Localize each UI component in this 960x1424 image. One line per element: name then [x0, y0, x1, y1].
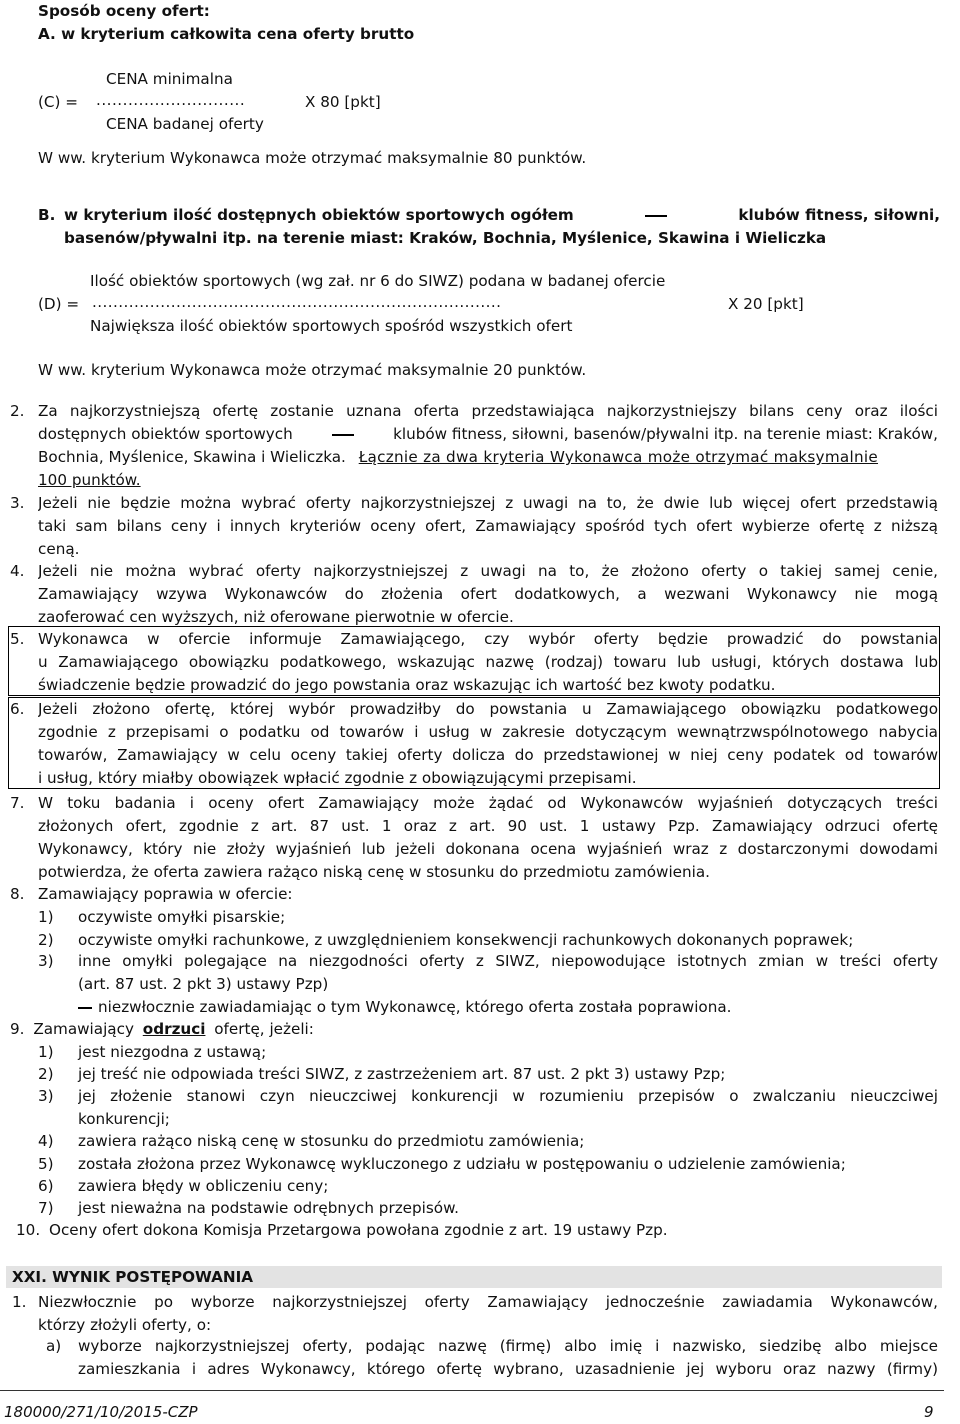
formula-b-multiplier: X 20 [pkt] [728, 295, 804, 313]
formula-b-note: W ww. kryterium Wykonawca może otrzymać maksymalnie 20 punktów. [38, 361, 587, 379]
item-3-line: Jeżeli nie będzie można wybrać oferty najkorzystniejszej z uwagi na to, że dwie lub więcej ofert przedstawią [38, 494, 938, 512]
item-6-line: zgodnie z przepisami o podatku od towarów i usług w zakresie dotyczącym wewnątrzwspólnotowego nabycia [38, 723, 938, 741]
item-9-sub-4-text: zawiera rażąco niską cenę w stosunku do przedmiotu zamówienia; [78, 1132, 585, 1150]
item-9-sub-5-number: 5) [38, 1155, 54, 1173]
item-4-number: 4. [10, 562, 25, 580]
item-9-sub-7-text: jest nieważna na podstawie odrębnych przepisów. [78, 1199, 459, 1217]
item-5-number: 5. [10, 630, 25, 648]
item-8-sub-3-text [78, 950, 938, 996]
item-7-line: W toku badania i oceny ofert Zamawiający może żądać od Wykonawców wyjaśnień dotyczących treści [38, 794, 938, 812]
item-9-emphasis: odrzuci [142, 1020, 206, 1038]
item-10 [16, 1219, 668, 1242]
item-9-sub-1-number: 1) [38, 1043, 54, 1061]
item-9-sub-4-number: 4) [38, 1132, 54, 1150]
item-5-line: Wykonawca w ofercie informuje Zamawiającego, czy wybór oferty będzie prowadzić do powstania [38, 630, 938, 648]
item-9-sub-5-text: została złożona przez Wykonawcę wykluczonego z udziału w postępowaniu o udzielenie zamówienia; [78, 1155, 846, 1173]
xxi-sub-a-text [78, 1335, 938, 1381]
footer-doc-number: 180000/271/10/2015-CZP [4, 1403, 198, 1421]
item-8-sub-1-text [78, 906, 938, 929]
criterion-b-line1-end: klubów fitness, siłowni, [738, 206, 940, 224]
item-5-line: świadczenie będzie prowadzić do jego powstania oraz wskazując ich wartość bez kwoty podatku. [38, 676, 776, 694]
criterion-a-title: A. w kryterium całkowita cena oferty brutto [38, 25, 415, 43]
item-9-sub-6-number: 6) [38, 1177, 54, 1195]
item-7-number: 7. [10, 794, 25, 812]
item-10-number: 10. [16, 1221, 41, 1239]
item-9-sub-3-line: konkurencji; [78, 1110, 170, 1128]
item-9-sub-2-text: jej treść nie odpowiada treści SIWZ, z zastrzeżeniem art. 87 ust. 2 pkt 3) ustawy Pzp; [78, 1065, 726, 1083]
item-6-number: 6. [10, 700, 25, 718]
footer-rule [0, 1390, 944, 1391]
item-5-line: u Zamawiającego obowiązku podatkowego, wskazując nazwę (rodzaj) towaru lub usługi, których dostawa lub [38, 653, 938, 671]
item-8-number: 8. [10, 885, 25, 903]
item-8-sub-1-number: 1) [38, 908, 54, 926]
item-9-line [10, 1018, 314, 1041]
criterion-b-prefix: B. [38, 206, 56, 224]
item-2-line [38, 423, 938, 446]
item-2-line: Za najkorzystniejszą ofertę zostanie uznana oferta przedstawiająca najkorzystniejszy bilans ceny oraz ilości [38, 402, 938, 420]
item-8-sub-2-text [78, 929, 938, 952]
item-9-sub-6-text: zawiera błędy w obliczeniu ceny; [78, 1177, 329, 1195]
item-8-sub-2-line: oczywiste omyłki rachunkowe, z uwzględnieniem konsekwencji rachunkowych dokonanych poprawek; [78, 931, 854, 949]
item-10-text: Oceny ofert dokona Komisja Przetargowa powołana zgodnie z art. 19 ustawy Pzp. [48, 1221, 668, 1239]
xxi-item-1-number: 1. [12, 1293, 27, 1311]
item-6-line: i usług, który miałby obowiązek wpłacić zgodnie z obowiązującymi przepisami. [38, 769, 637, 787]
item-2-line-part: klubów fitness, siłowni, basenów/pływalni itp. na terenie miast: Kraków, [393, 425, 938, 443]
item-8-sub-1-line: oczywiste omyłki pisarskie; [78, 908, 286, 926]
item-3-line: ceną. [38, 540, 80, 558]
formula-a-note: W ww. kryterium Wykonawca może otrzymać maksymalnie 80 punktów. [38, 149, 587, 167]
item-8-tail [78, 996, 731, 1019]
item-2-line-part: Bochnia, Myślenice, Skawina i Wieliczka. [38, 448, 346, 466]
formula-a-dots: ............................ [96, 91, 246, 109]
item-7-line: potwierdza, że oferta zawiera rażąco niską cenę w stosunku do przedmiotu zamówienia. [38, 863, 711, 881]
formula-a-multiplier: X 80 [pkt] [305, 93, 381, 111]
em-dash [78, 1007, 92, 1009]
item-2-number: 2. [10, 402, 25, 420]
item-7-line: złożonych ofert, zgodnie z art. 87 ust. 1 oraz z art. 90 ust. 1 ustawy Pzp. Zamawiający odrzuci ofertę [38, 817, 938, 835]
item-3-line: taki sam bilans ceny i innych kryteriów oceny ofert, Zamawiający spośród tych ofert wybierze ofertę z niższą [38, 517, 938, 535]
xxi-item-1-text [38, 1291, 938, 1337]
item-9-after: ofertę, jeżeli: [214, 1020, 314, 1038]
item-7-text [38, 792, 938, 884]
item-8-sub-3-number: 3) [38, 952, 54, 970]
item-9-sub-3-line: jej złożenie stanowi czyn nieuczciwej konkurencji w rozumieniu przepisów o zwalczaniu nieuczciwej [78, 1087, 938, 1105]
item-6-text [38, 698, 938, 790]
item-9-sub-3-number: 3) [38, 1087, 54, 1105]
xxi-sub-a-line: zamieszkania i adres Wykonawcy, którego ofertę wybrano, uzasadnienie jej wyboru oraz nazwy (firmy) [78, 1360, 938, 1378]
item-3-number: 3. [10, 494, 25, 512]
section-title: Sposób oceny ofert: [38, 2, 210, 20]
xxi-sub-a-line: wyborze najkorzystniejszej oferty, podając nazwę (firmę) albo imię i nazwisko, siedzibę albo miejsce [78, 1337, 938, 1355]
formula-b-denominator: Największa ilość obiektów sportowych spośród wszystkich ofert [90, 317, 573, 335]
footer-page-number: 9 [924, 1403, 934, 1421]
item-4-line: zaoferować cen wyższych, niż oferowane pierwotnie w ofercie. [38, 608, 514, 626]
item-7-line: Wykonawcy, który nie złoży wyjaśnień lub jeżeli dokonana ocena wyjaśnień wraz z dostarczonymi dowodami [38, 840, 938, 858]
item-9-number: 9. [10, 1020, 25, 1038]
formula-a-denominator: CENA badanej oferty [106, 115, 264, 133]
criterion-b-line1-start: w kryterium ilość dostępnych obiektów sportowych ogółem [64, 206, 574, 224]
item-8-sub-2-number: 2) [38, 931, 54, 949]
item-8-sub-3-line: inne omyłki polegające na niezgodności oferty z SIWZ, niepowodujące istotnych zmian w treści oferty [78, 952, 938, 970]
xxi-sub-a-number: a) [46, 1337, 62, 1355]
item-2-line: 100 punktów. [38, 471, 141, 489]
xxi-item-1-line: Niezwłocznie po wyborze najkorzystniejszej oferty Zamawiający jednocześnie zawiadamia Wykonawców, [38, 1293, 938, 1311]
item-9-sub-3-text [78, 1085, 938, 1131]
formula-a-numerator: CENA minimalna [106, 70, 233, 88]
criterion-b-line1 [64, 204, 940, 227]
item-8-line: Zamawiający poprawia w ofercie: [38, 885, 293, 903]
item-4-line: Jeżeli nie można wybrać oferty najkorzystniejszej z uwagi na to, że złożono oferty o takiej samej cenie, [38, 562, 938, 580]
formula-b-dots: .............................................................................. [92, 293, 502, 311]
item-8-tail-text: niezwłocznie zawiadamiając o tym Wykonawcę, którego oferta została poprawiona. [98, 998, 732, 1016]
section-xxi-title: XXI. WYNIK POSTĘPOWANIA [12, 1268, 253, 1286]
item-8-sub-3-line: (art. 87 ust. 2 pkt 3) ustawy Pzp) [78, 975, 329, 993]
xxi-item-1-line: którzy złożyli oferty, o: [38, 1316, 212, 1334]
item-3-text [38, 492, 938, 561]
formula-b-lhs: (D) = [38, 295, 80, 313]
item-5-text [38, 628, 938, 697]
criterion-b-line2: basenów/pływalni itp. na terenie miast: Kraków, Bochnia, Myślenice, Skawina i Wieliczka [64, 229, 827, 247]
item-9-sub-7-number: 7) [38, 1199, 54, 1217]
item-2-line-part: dostępnych obiektów sportowych [38, 425, 293, 443]
item-4-line: Zamawiający wzywa Wykonawców do złożenia ofert dodatkowych, a wezwani Wykonawcy nie mogą [38, 585, 938, 603]
item-2-underlined: Łącznie za dwa kryteria Wykonawca może otrzymać maksymalnie [358, 448, 879, 466]
item-2-line [38, 446, 938, 469]
item-2-text [38, 400, 938, 499]
em-dash [645, 215, 667, 217]
em-dash [332, 434, 354, 436]
item-9-sub-1-text: jest niezgodna z ustawą; [78, 1043, 267, 1061]
formula-b-numerator: Ilość obiektów sportowych (wg zał. nr 6 do SIWZ) podana w badanej ofercie [90, 272, 666, 290]
item-9-before: Zamawiający [33, 1020, 134, 1038]
item-4-text [38, 560, 938, 629]
item-6-line: towarów, Zamawiający w celu oceny takiej oferty dolicza do przedstawionej w niej ceny podatek od towarów [38, 746, 938, 764]
item-8-text [38, 883, 938, 906]
item-6-line: Jeżeli złożono ofertę, której wybór prowadziłby do powstania u Zamawiającego obowiązku podatkowego [38, 700, 938, 718]
formula-a-lhs: (C) = [38, 93, 79, 111]
item-9-sub-2-number: 2) [38, 1065, 54, 1083]
